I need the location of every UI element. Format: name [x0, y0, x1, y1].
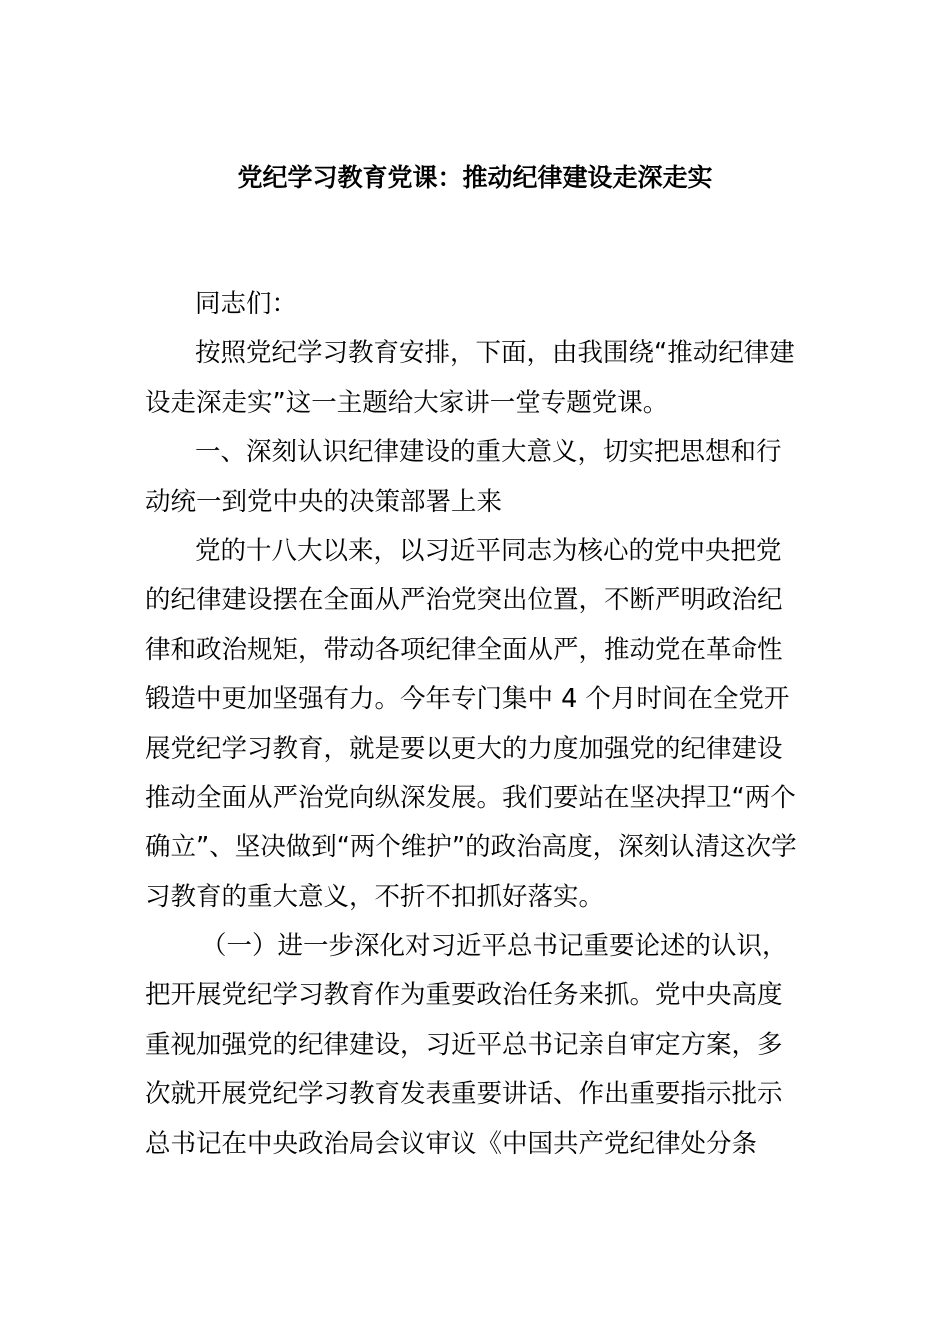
paragraph-line: 推动全面从严治党向纵深发展。我们要站在坚决捍卫“两个 — [145, 782, 796, 813]
section-heading-line: 一、深刻认识纪律建设的重大意义，切实把思想和行 — [195, 437, 782, 468]
paragraph-line: 按照党纪学习教育安排，下面，由我围绕“推动纪律建 — [195, 338, 795, 369]
paragraph-line: 把开展党纪学习教育作为重要政治任务来抓。党中央高度 — [145, 980, 783, 1011]
paragraph-line: 的纪律建设摆在全面从严治党突出位置，不断严明政治纪 — [145, 585, 783, 616]
paragraph-line: 律和政治规矩，带动各项纪律全面从严，推动党在革命性 — [145, 634, 783, 665]
paragraph-line: 党的十八大以来，以习近平同志为核心的党中央把党 — [195, 535, 782, 566]
paragraph-line: 锻造中更加坚强有力。今年专门集中 4 个月时间在全党开 — [145, 684, 790, 715]
paragraph-line: 设走深走实”这一主题给大家讲一堂专题党课。 — [145, 387, 669, 418]
subsection-line: （一）进一步深化对习近平总书记重要论述的认识， — [201, 931, 788, 962]
salutation-line: 同志们： — [195, 289, 298, 319]
paragraph-line: 确立”、坚决做到“两个维护”的政治高度，深刻认清这次学 — [145, 832, 797, 863]
paragraph-line: 展党纪学习教育，就是要以更大的力度加强党的纪律建设 — [145, 733, 783, 764]
paragraph-line: 重视加强党的纪律建设，习近平总书记亲自审定方案，多 — [145, 1029, 783, 1060]
paragraph-line: 次就开展党纪学习教育发表重要讲话、作出重要指示批示 — [145, 1079, 783, 1110]
document-body — [145, 280, 805, 1169]
paragraph-line: 习教育的重大意义，不折不扣抓好落实。 — [145, 881, 605, 912]
paragraph-line: 总书记在中央政治局会议审议《中国共产党纪律处分条 — [145, 1128, 758, 1159]
section-heading-line: 动统一到党中央的决策部署上来 — [145, 486, 503, 517]
document-title: 党纪学习教育党课：推动纪律建设走深走实 — [237, 163, 713, 192]
